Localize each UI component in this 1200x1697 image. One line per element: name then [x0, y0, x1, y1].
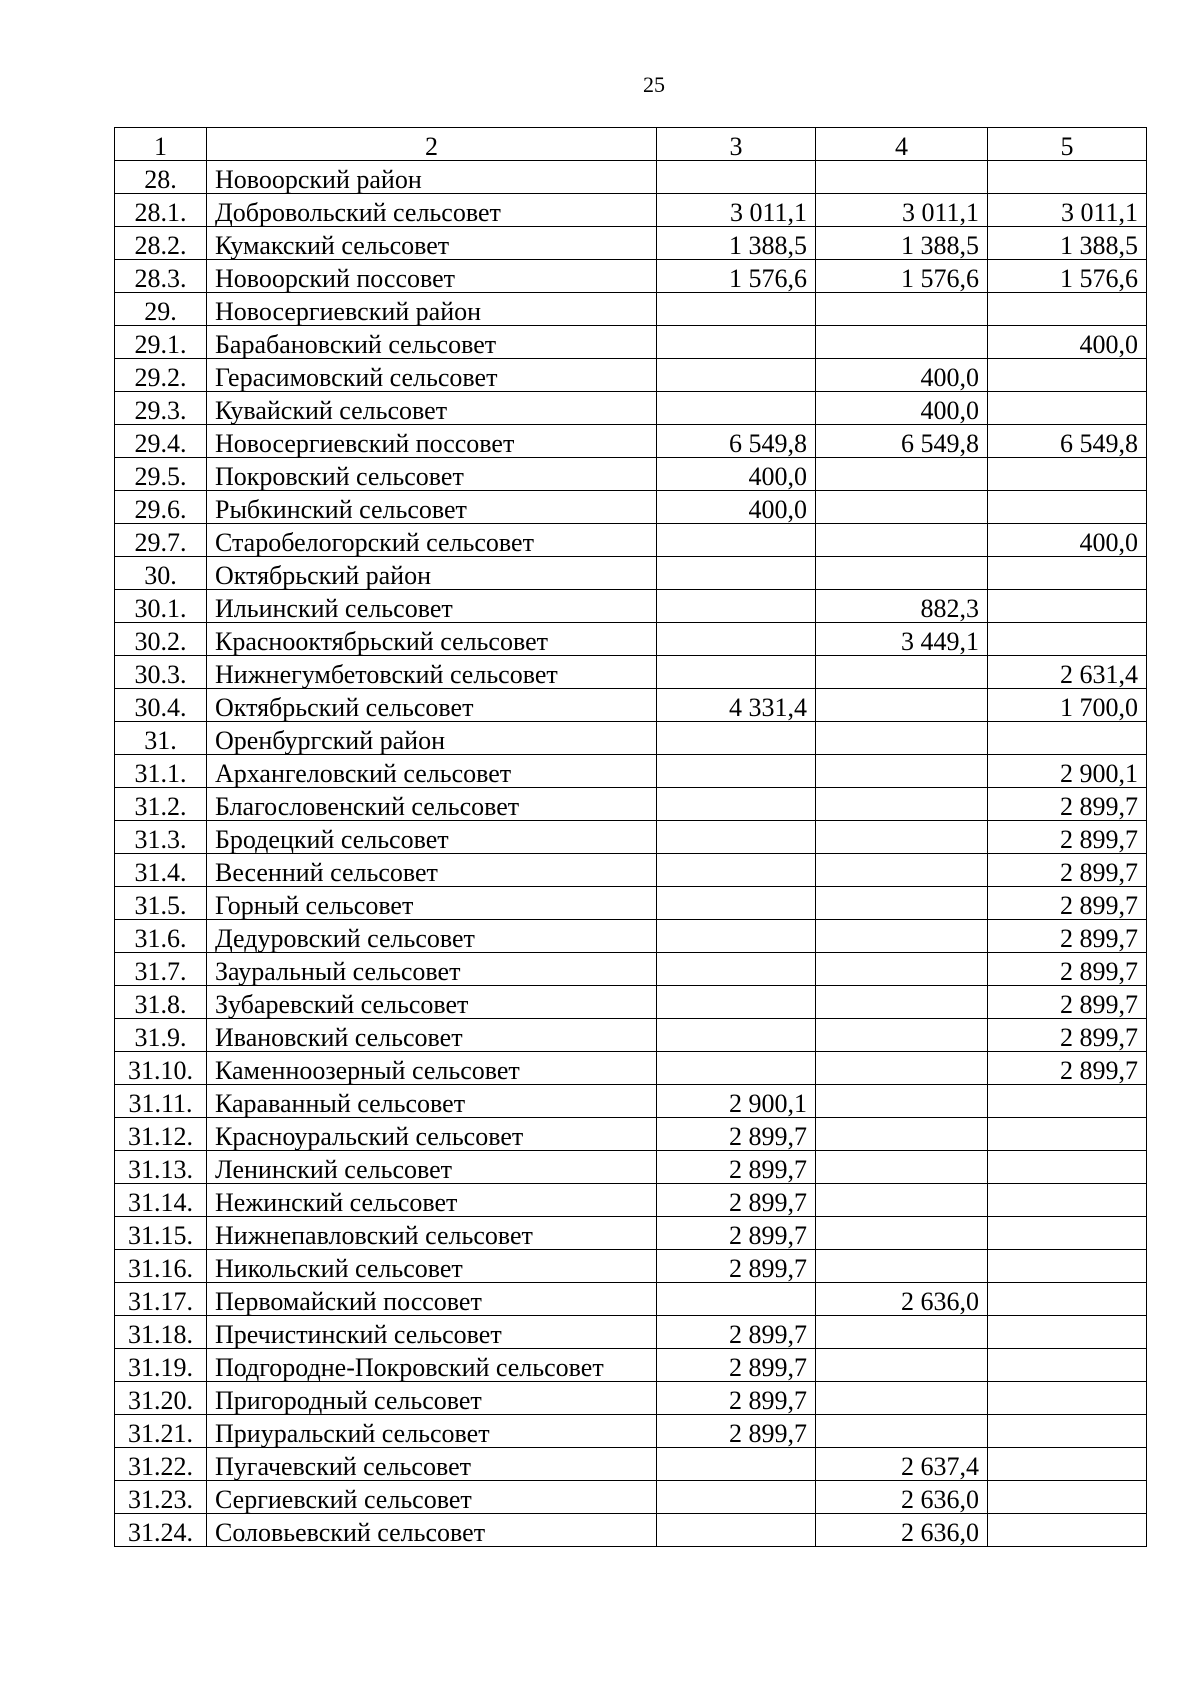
row-number-cell: 31.13.: [115, 1151, 207, 1184]
table-row: [115, 590, 1147, 623]
column-3-value-cell: 400,0: [657, 458, 816, 491]
column-3-value-cell: [657, 161, 816, 194]
municipality-name-cell: Рыбкинский сельсовет: [207, 491, 657, 524]
column-4-value-cell: [816, 1382, 988, 1415]
municipality-name-cell: Ивановский сельсовет: [207, 1019, 657, 1052]
column-3-value-cell: [657, 623, 816, 656]
municipality-name-cell: Краснооктябрьский сельсовет: [207, 623, 657, 656]
column-5-value-cell: [988, 1184, 1147, 1217]
column-5-value-cell: 2 899,7: [988, 854, 1147, 887]
column-3-value-cell: 2 900,1: [657, 1085, 816, 1118]
column-4-value-cell: [816, 1085, 988, 1118]
municipality-name-cell: Весенний сельсовет: [207, 854, 657, 887]
table-row: [115, 491, 1147, 524]
table-row: [115, 1415, 1147, 1448]
column-5-value-cell: 2 899,7: [988, 821, 1147, 854]
municipality-name-cell: Соловьевский сельсовет: [207, 1514, 657, 1547]
column-5-value-cell: 2 899,7: [988, 1019, 1147, 1052]
column-3-value-cell: [657, 293, 816, 326]
column-5-value-cell: [988, 722, 1147, 755]
table-row: [115, 1283, 1147, 1316]
column-number-5: 5: [988, 128, 1147, 161]
column-3-value-cell: 2 899,7: [657, 1151, 816, 1184]
column-5-value-cell: 2 899,7: [988, 920, 1147, 953]
municipality-name-cell: Зауральный сельсовет: [207, 953, 657, 986]
table-row: [115, 425, 1147, 458]
municipality-name-cell: Старобелогорский сельсовет: [207, 524, 657, 557]
column-5-value-cell: 2 899,7: [988, 1052, 1147, 1085]
column-4-value-cell: [816, 1415, 988, 1448]
column-4-value-cell: [816, 1052, 988, 1085]
municipality-name-cell: Новосергиевский поссовет: [207, 425, 657, 458]
municipality-name-cell: Октябрьский сельсовет: [207, 689, 657, 722]
column-5-value-cell: 2 899,7: [988, 986, 1147, 1019]
table-row: [115, 293, 1147, 326]
row-number-cell: 29.6.: [115, 491, 207, 524]
column-4-value-cell: [816, 986, 988, 1019]
column-5-value-cell: [988, 1316, 1147, 1349]
municipality-name-cell: Дедуровский сельсовет: [207, 920, 657, 953]
table-row: [115, 887, 1147, 920]
municipality-name-cell: Новоорский поссовет: [207, 260, 657, 293]
column-4-value-cell: 2 637,4: [816, 1448, 988, 1481]
municipality-name-cell: Октябрьский район: [207, 557, 657, 590]
municipality-name-cell: Красноуральский сельсовет: [207, 1118, 657, 1151]
table-row: [115, 458, 1147, 491]
table-body: [115, 128, 1147, 1547]
column-3-value-cell: 1 388,5: [657, 227, 816, 260]
column-5-value-cell: [988, 623, 1147, 656]
row-number-cell: 28.: [115, 161, 207, 194]
row-number-cell: 31.4.: [115, 854, 207, 887]
table-row: [115, 1184, 1147, 1217]
row-number-cell: 31.7.: [115, 953, 207, 986]
municipality-name-cell: Нижнепавловский сельсовет: [207, 1217, 657, 1250]
column-5-value-cell: [988, 458, 1147, 491]
column-3-value-cell: [657, 788, 816, 821]
column-5-value-cell: [988, 392, 1147, 425]
column-4-value-cell: 2 636,0: [816, 1514, 988, 1547]
column-4-value-cell: [816, 755, 988, 788]
column-4-value-cell: 2 636,0: [816, 1283, 988, 1316]
column-4-value-cell: 1 576,6: [816, 260, 988, 293]
table-row: [115, 722, 1147, 755]
column-5-value-cell: 1 576,6: [988, 260, 1147, 293]
column-4-value-cell: [816, 1019, 988, 1052]
column-4-value-cell: [816, 920, 988, 953]
column-4-value-cell: [816, 788, 988, 821]
column-3-value-cell: 6 549,8: [657, 425, 816, 458]
municipality-name-cell: Первомайский поссовет: [207, 1283, 657, 1316]
row-number-cell: 31.23.: [115, 1481, 207, 1514]
table-row: [115, 1316, 1147, 1349]
column-3-value-cell: 2 899,7: [657, 1184, 816, 1217]
table-row: [115, 326, 1147, 359]
row-number-cell: 31.20.: [115, 1382, 207, 1415]
row-number-cell: 28.2.: [115, 227, 207, 260]
column-4-value-cell: [816, 1349, 988, 1382]
table-row: [115, 1052, 1147, 1085]
column-5-value-cell: [988, 1283, 1147, 1316]
row-number-cell: 31.18.: [115, 1316, 207, 1349]
municipality-name-cell: Пригородный сельсовет: [207, 1382, 657, 1415]
column-4-value-cell: [816, 524, 988, 557]
column-5-value-cell: 2 899,7: [988, 953, 1147, 986]
column-5-value-cell: [988, 359, 1147, 392]
column-3-value-cell: 2 899,7: [657, 1118, 816, 1151]
column-5-value-cell: [988, 1415, 1147, 1448]
table-row: [115, 1217, 1147, 1250]
column-5-value-cell: [988, 1085, 1147, 1118]
column-4-value-cell: [816, 953, 988, 986]
table-row: [115, 161, 1147, 194]
row-number-cell: 30.3.: [115, 656, 207, 689]
column-4-value-cell: [816, 722, 988, 755]
column-3-value-cell: 1 576,6: [657, 260, 816, 293]
municipality-name-cell: Новоорский район: [207, 161, 657, 194]
column-3-value-cell: 3 011,1: [657, 194, 816, 227]
column-4-value-cell: 2 636,0: [816, 1481, 988, 1514]
column-3-value-cell: [657, 1019, 816, 1052]
row-number-cell: 31.15.: [115, 1217, 207, 1250]
row-number-cell: 28.3.: [115, 260, 207, 293]
column-4-value-cell: [816, 1151, 988, 1184]
column-4-value-cell: [816, 854, 988, 887]
column-5-value-cell: [988, 293, 1147, 326]
municipality-name-cell: Архангеловский сельсовет: [207, 755, 657, 788]
municipality-name-cell: Благословенский сельсовет: [207, 788, 657, 821]
municipality-name-cell: Нежинский сельсовет: [207, 1184, 657, 1217]
column-3-value-cell: [657, 887, 816, 920]
column-3-value-cell: [657, 1448, 816, 1481]
column-number-4: 4: [816, 128, 988, 161]
row-number-cell: 30.2.: [115, 623, 207, 656]
column-4-value-cell: [816, 1118, 988, 1151]
page-number: 25: [643, 72, 665, 97]
column-3-value-cell: [657, 755, 816, 788]
row-number-cell: 31.19.: [115, 1349, 207, 1382]
row-number-cell: 29.: [115, 293, 207, 326]
row-number-cell: 31.1.: [115, 755, 207, 788]
municipality-name-cell: Сергиевский сельсовет: [207, 1481, 657, 1514]
column-5-value-cell: [988, 1217, 1147, 1250]
column-number-2: 2: [207, 128, 657, 161]
row-number-cell: 29.2.: [115, 359, 207, 392]
column-5-value-cell: [988, 1448, 1147, 1481]
row-number-cell: 30.4.: [115, 689, 207, 722]
table-row: [115, 788, 1147, 821]
column-3-value-cell: [657, 1481, 816, 1514]
column-3-value-cell: [657, 986, 816, 1019]
table-row: [115, 755, 1147, 788]
column-4-value-cell: 3 449,1: [816, 623, 988, 656]
column-3-value-cell: 2 899,7: [657, 1217, 816, 1250]
column-5-value-cell: [988, 1118, 1147, 1151]
table-row: [115, 656, 1147, 689]
column-3-value-cell: [657, 1052, 816, 1085]
column-3-value-cell: [657, 590, 816, 623]
column-3-value-cell: [657, 821, 816, 854]
column-5-value-cell: [988, 1349, 1147, 1382]
column-4-value-cell: [816, 1217, 988, 1250]
column-4-value-cell: [816, 557, 988, 590]
column-5-value-cell: [988, 1151, 1147, 1184]
municipality-name-cell: Герасимовский сельсовет: [207, 359, 657, 392]
row-number-cell: 30.1.: [115, 590, 207, 623]
table-row: [115, 392, 1147, 425]
row-number-cell: 31.16.: [115, 1250, 207, 1283]
municipality-name-cell: Оренбургский район: [207, 722, 657, 755]
table-row: [115, 920, 1147, 953]
column-3-value-cell: [657, 392, 816, 425]
column-4-value-cell: [816, 1316, 988, 1349]
municipality-name-cell: Барабановский сельсовет: [207, 326, 657, 359]
municipality-name-cell: Покровский сельсовет: [207, 458, 657, 491]
column-4-value-cell: [816, 161, 988, 194]
municipality-name-cell: Ленинский сельсовет: [207, 1151, 657, 1184]
row-number-cell: 29.4.: [115, 425, 207, 458]
table-row: [115, 1349, 1147, 1382]
table-row: [115, 623, 1147, 656]
column-5-value-cell: [988, 590, 1147, 623]
municipality-name-cell: Зубаревский сельсовет: [207, 986, 657, 1019]
column-4-value-cell: [816, 326, 988, 359]
municipality-name-cell: Пречистинский сельсовет: [207, 1316, 657, 1349]
column-3-value-cell: 2 899,7: [657, 1250, 816, 1283]
column-4-value-cell: 400,0: [816, 359, 988, 392]
municipality-name-cell: Горный сельсовет: [207, 887, 657, 920]
column-5-value-cell: 2 899,7: [988, 788, 1147, 821]
column-3-value-cell: 2 899,7: [657, 1316, 816, 1349]
column-number-3: 3: [657, 128, 816, 161]
table-row: [115, 1250, 1147, 1283]
row-number-cell: 29.5.: [115, 458, 207, 491]
column-5-value-cell: 2 899,7: [988, 887, 1147, 920]
column-number-1: 1: [115, 128, 207, 161]
column-5-value-cell: 2 631,4: [988, 656, 1147, 689]
row-number-cell: 31.12.: [115, 1118, 207, 1151]
column-5-value-cell: 400,0: [988, 524, 1147, 557]
row-number-cell: 29.3.: [115, 392, 207, 425]
row-number-cell: 30.: [115, 557, 207, 590]
row-number-cell: 31.2.: [115, 788, 207, 821]
column-3-value-cell: [657, 920, 816, 953]
municipality-name-cell: Кумакский сельсовет: [207, 227, 657, 260]
column-4-value-cell: 3 011,1: [816, 194, 988, 227]
column-3-value-cell: [657, 656, 816, 689]
column-4-value-cell: 1 388,5: [816, 227, 988, 260]
column-4-value-cell: [816, 689, 988, 722]
municipality-name-cell: Нижнегумбетовский сельсовет: [207, 656, 657, 689]
row-number-cell: 31.11.: [115, 1085, 207, 1118]
column-4-value-cell: [816, 656, 988, 689]
municipality-name-cell: Бродецкий сельсовет: [207, 821, 657, 854]
row-number-cell: 29.7.: [115, 524, 207, 557]
column-4-value-cell: [816, 458, 988, 491]
column-5-value-cell: 6 549,8: [988, 425, 1147, 458]
column-5-value-cell: 1 388,5: [988, 227, 1147, 260]
column-4-value-cell: [816, 1250, 988, 1283]
row-number-cell: 31.22.: [115, 1448, 207, 1481]
table-row: [115, 1382, 1147, 1415]
column-4-value-cell: [816, 491, 988, 524]
row-number-cell: 31.14.: [115, 1184, 207, 1217]
table-row: [115, 1448, 1147, 1481]
municipality-name-cell: Новосергиевский район: [207, 293, 657, 326]
municipality-name-cell: Никольский сельсовет: [207, 1250, 657, 1283]
row-number-cell: 31.9.: [115, 1019, 207, 1052]
column-3-value-cell: 4 331,4: [657, 689, 816, 722]
column-3-value-cell: [657, 722, 816, 755]
column-5-value-cell: 400,0: [988, 326, 1147, 359]
column-3-value-cell: [657, 854, 816, 887]
row-number-cell: 31.6.: [115, 920, 207, 953]
municipality-name-cell: Приуральский сельсовет: [207, 1415, 657, 1448]
table-row: [115, 1514, 1147, 1547]
column-3-value-cell: [657, 326, 816, 359]
municipality-name-cell: Ильинский сельсовет: [207, 590, 657, 623]
table-row: [115, 227, 1147, 260]
table-row: [115, 821, 1147, 854]
table-row: [115, 194, 1147, 227]
row-number-cell: 31.5.: [115, 887, 207, 920]
table-row: [115, 854, 1147, 887]
column-4-value-cell: [816, 293, 988, 326]
table-row: [115, 953, 1147, 986]
column-3-value-cell: [657, 1514, 816, 1547]
column-5-value-cell: [988, 1250, 1147, 1283]
column-4-value-cell: 882,3: [816, 590, 988, 623]
column-5-value-cell: [988, 1382, 1147, 1415]
column-3-value-cell: [657, 524, 816, 557]
row-number-cell: 28.1.: [115, 194, 207, 227]
column-3-value-cell: 2 899,7: [657, 1349, 816, 1382]
row-number-cell: 31.21.: [115, 1415, 207, 1448]
column-3-value-cell: 2 899,7: [657, 1382, 816, 1415]
column-3-value-cell: [657, 953, 816, 986]
allocation-table: [114, 127, 1147, 1547]
column-5-value-cell: [988, 161, 1147, 194]
column-3-value-cell: [657, 359, 816, 392]
municipality-name-cell: Каменноозерный сельсовет: [207, 1052, 657, 1085]
row-number-cell: 31.24.: [115, 1514, 207, 1547]
row-number-cell: 31.8.: [115, 986, 207, 1019]
row-number-cell: 29.1.: [115, 326, 207, 359]
table-row: [115, 260, 1147, 293]
column-4-value-cell: [816, 821, 988, 854]
municipality-name-cell: Подгородне-Покровский сельсовет: [207, 1349, 657, 1382]
column-3-value-cell: 400,0: [657, 491, 816, 524]
column-5-value-cell: 3 011,1: [988, 194, 1147, 227]
column-4-value-cell: [816, 887, 988, 920]
municipality-name-cell: Пугачевский сельсовет: [207, 1448, 657, 1481]
column-5-value-cell: [988, 557, 1147, 590]
column-3-value-cell: [657, 557, 816, 590]
municipality-name-cell: Кувайский сельсовет: [207, 392, 657, 425]
table-row: [115, 1481, 1147, 1514]
column-4-value-cell: [816, 1184, 988, 1217]
table-row: [115, 986, 1147, 1019]
table-row: [115, 689, 1147, 722]
table-row: [115, 557, 1147, 590]
column-5-value-cell: [988, 491, 1147, 524]
column-5-value-cell: 2 900,1: [988, 755, 1147, 788]
row-number-cell: 31.3.: [115, 821, 207, 854]
table-row: [115, 359, 1147, 392]
table-row: [115, 1085, 1147, 1118]
column-3-value-cell: 2 899,7: [657, 1415, 816, 1448]
column-5-value-cell: 1 700,0: [988, 689, 1147, 722]
row-number-cell: 31.10.: [115, 1052, 207, 1085]
municipality-name-cell: Добровольский сельсовет: [207, 194, 657, 227]
municipality-name-cell: Караванный сельсовет: [207, 1085, 657, 1118]
row-number-cell: 31.17.: [115, 1283, 207, 1316]
table-row: [115, 1151, 1147, 1184]
column-number-row: [115, 128, 1147, 161]
column-3-value-cell: [657, 1283, 816, 1316]
table-row: [115, 1118, 1147, 1151]
row-number-cell: 31.: [115, 722, 207, 755]
column-5-value-cell: [988, 1481, 1147, 1514]
column-5-value-cell: [988, 1514, 1147, 1547]
table-row: [115, 1019, 1147, 1052]
table-row: [115, 524, 1147, 557]
column-4-value-cell: 6 549,8: [816, 425, 988, 458]
column-4-value-cell: 400,0: [816, 392, 988, 425]
